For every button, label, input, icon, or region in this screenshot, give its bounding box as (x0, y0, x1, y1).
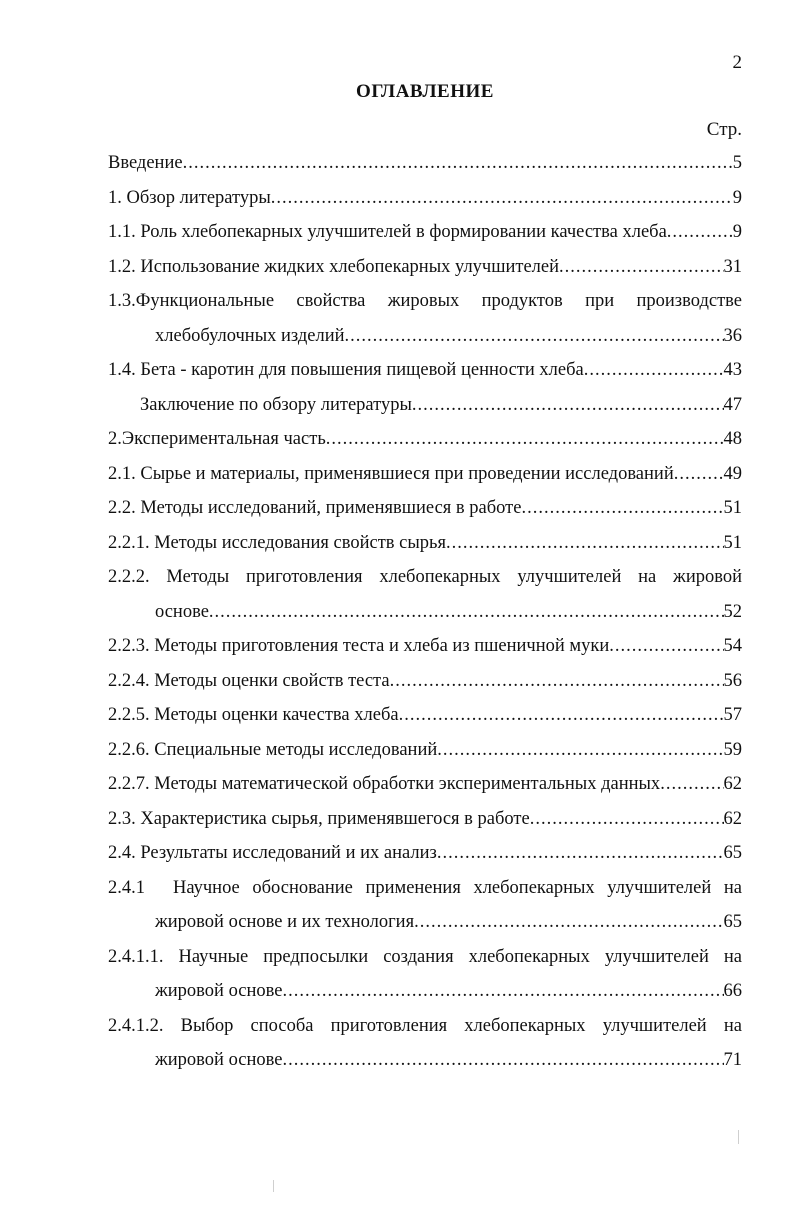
toc-entry-title: 1. Обзор литературы (108, 187, 271, 208)
toc-entry-title-line1: 2.2.2. Методы приготовления хлебопекарных улучшителей на жировой (108, 567, 742, 587)
dot-leader (399, 698, 724, 733)
toc-entry-title: 2.2.7. Методы математической обработки экспериментальных данных (108, 774, 661, 794)
toc-entry (108, 422, 742, 457)
toc-entry-title-line2: основе (155, 601, 209, 622)
toc-entry-title: 1.1. Роль хлебопекарных улучшителей в формировании качества хлеба (108, 222, 667, 242)
dot-leader (390, 664, 724, 699)
dot-leader (326, 422, 724, 457)
toc-entry-first-line (108, 871, 742, 906)
toc-entry-continuation (108, 974, 742, 1009)
toc-entry-page: 54 (723, 636, 742, 656)
toc-entry-title: 2.3. Характеристика сырья, применявшегося в работе (108, 808, 530, 829)
dot-leader (559, 250, 723, 285)
toc-entry (108, 457, 742, 492)
dot-leader (437, 733, 723, 768)
toc-entry (108, 491, 742, 526)
scan-artifact (738, 1130, 739, 1144)
toc-entry-continuation (108, 905, 742, 940)
dot-leader (530, 802, 724, 837)
toc-entry (108, 664, 742, 699)
toc-entry (108, 215, 742, 250)
toc-entry (108, 388, 742, 423)
toc-entry-page: 9 (732, 187, 742, 208)
dot-leader (446, 526, 724, 561)
toc-entry-page: 43 (723, 360, 742, 380)
toc-entry-page: 51 (723, 498, 742, 518)
toc-entry-page: 62 (723, 808, 742, 829)
toc-entry (108, 181, 742, 216)
toc-entry-title-line2: жировой основе (155, 981, 283, 1001)
dot-leader (271, 181, 733, 216)
toc-entry-page: 5 (732, 153, 742, 173)
toc-entry-page: 48 (723, 429, 742, 449)
toc-entry-page: 65 (723, 843, 742, 863)
toc-entry-title: Заключение по обзору литературы (140, 394, 412, 415)
toc-entry-title: 2.2.3. Методы приготовления теста и хлеба из пшеничной муки (108, 636, 610, 656)
toc-entry (108, 836, 742, 871)
toc-entry (108, 353, 742, 388)
dot-leader (282, 1043, 723, 1078)
dot-leader (674, 457, 724, 492)
toc-entry-title: 2.4. Результаты исследований и их анализ (108, 843, 437, 863)
dot-leader (660, 767, 723, 802)
toc-entry (108, 526, 742, 561)
toc-entry-page: 31 (723, 256, 742, 277)
toc-entry-multiline (108, 940, 742, 1009)
table-of-contents (108, 146, 742, 1078)
toc-entry-title-line2: жировой основе и их технология (155, 912, 415, 932)
dot-leader (521, 491, 723, 526)
toc-entry-title: 2.2.1. Методы исследования свойств сырья (108, 532, 446, 553)
toc-entry-page: 52 (723, 601, 742, 622)
dot-leader (437, 836, 724, 871)
toc-entry-title: Введение (108, 153, 183, 173)
toc-entry-multiline (108, 560, 742, 629)
toc-entry-page: 62 (723, 774, 742, 794)
toc-entry-title-line2: хлебобулочных изделий (155, 325, 345, 346)
toc-entry-title: 1.4. Бета - каротин для повышения пищевой ценности хлеба (108, 360, 584, 380)
toc-entry-page: 71 (723, 1050, 742, 1070)
toc-heading: ОГЛАВЛЕНИЕ (356, 81, 494, 102)
page-number: 2 (732, 52, 742, 73)
toc-entry-page: 56 (723, 670, 742, 691)
toc-entry-page: 66 (723, 981, 742, 1001)
toc-entry (108, 250, 742, 285)
toc-entry-title-line2: жировой основе (155, 1050, 283, 1070)
toc-entry-continuation (108, 319, 742, 354)
toc-entry-page: 65 (723, 912, 742, 932)
dot-leader (609, 629, 723, 664)
toc-entry-title: 2.1. Сырье и материалы, применявшиеся при проведении исследований (108, 463, 674, 484)
toc-entry-page: 51 (723, 532, 742, 553)
toc-entry-title-line1: 2.4.1.2. Выбор способа приготовления хлебопекарных улучшителей на (108, 1015, 742, 1036)
toc-entry (108, 733, 742, 768)
toc-entry-title: 2.2.5. Методы оценки качества хлеба (108, 705, 399, 725)
toc-entry-page: 9 (732, 222, 742, 242)
dot-leader (412, 388, 724, 423)
toc-entry-title: 2.2.4. Методы оценки свойств теста (108, 670, 390, 691)
dot-leader (345, 319, 724, 354)
toc-entry-number: 2.4.1 (108, 877, 145, 898)
toc-entry (108, 767, 742, 802)
toc-entry-page: 59 (723, 739, 742, 760)
scan-artifact (273, 1180, 274, 1192)
dot-leader (667, 215, 733, 250)
toc-entry-page: 36 (723, 325, 742, 346)
dot-leader (584, 353, 724, 388)
toc-entry-title: 2.Экспериментальная часть (108, 429, 326, 449)
toc-entry (108, 698, 742, 733)
dot-leader (183, 146, 733, 181)
toc-entry-title: 1.2. Использование жидких хлебопекарных улучшителей (108, 256, 560, 277)
page-column-label: Стр. (706, 119, 742, 140)
dot-leader (209, 595, 724, 630)
dot-leader (414, 905, 723, 940)
toc-entry-title: 2.2.6. Специальные методы исследований (108, 739, 438, 760)
toc-entry-page: 47 (723, 394, 742, 415)
toc-entry (108, 146, 742, 181)
toc-entry (108, 802, 742, 837)
toc-entry-title-line1: 1.3.Функциональные свойства жировых продуктов при производстве (108, 291, 742, 311)
dot-leader (282, 974, 723, 1009)
toc-entry-multiline (108, 1009, 742, 1078)
toc-entry (108, 629, 742, 664)
toc-entry-title-line1: Научное обоснование применения хлебопекарных улучшителей на (173, 877, 742, 898)
toc-entry-continuation (108, 595, 742, 630)
toc-entry-page: 57 (723, 705, 742, 725)
toc-entry-multiline (108, 871, 742, 940)
toc-entry-title-line1: 2.4.1.1. Научные предпосылки создания хлебопекарных улучшителей на (108, 946, 742, 967)
toc-entry-continuation (108, 1043, 742, 1078)
toc-entry-multiline (108, 284, 742, 353)
toc-entry-title: 2.2. Методы исследований, применявшиеся в работе (108, 498, 522, 518)
toc-entry-page: 49 (723, 463, 742, 484)
